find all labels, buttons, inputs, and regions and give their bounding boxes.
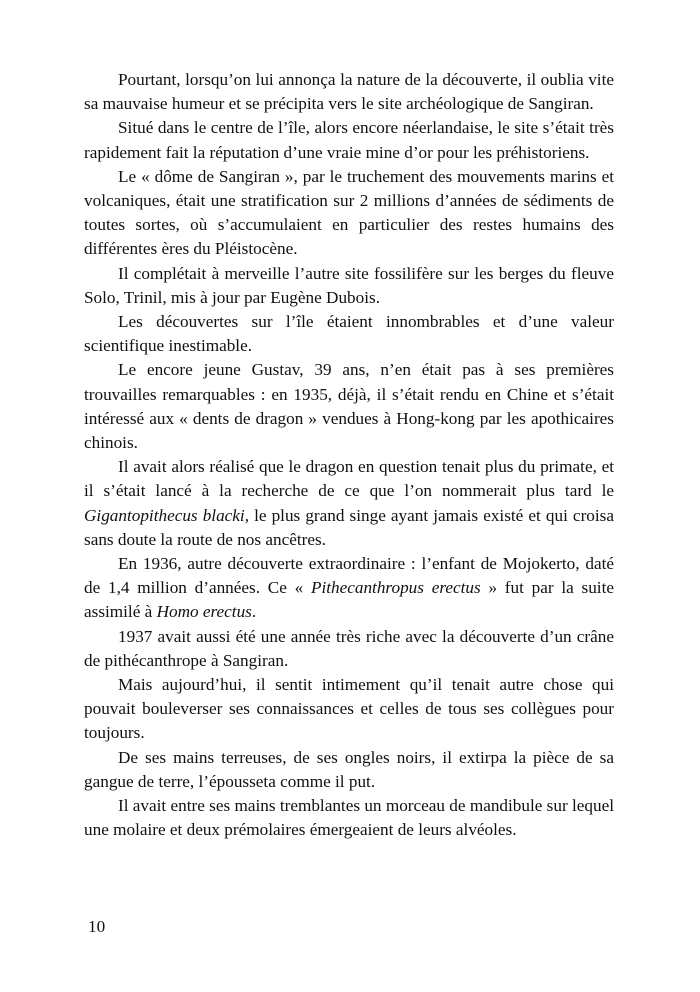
paragraph-3: Le « dôme de Sangiran », par le truchement des mouvements marins et volcaniques, était une stratification sur 2 millions d’années de sédiments de toutes sortes, où s’accumulaient en particulier des restes humains des différentes ères du Pléistocène. [84,166,614,259]
paragraph-12: Il avait entre ses mains tremblantes un morceau de mandibule sur lequel une molaire et deux prémolaires émergeaient de leurs alvéoles. [84,796,614,840]
paragraph-7 [84,455,614,552]
paragraph-7-text-b: , le plus grand singe ayant jamais existé et qui croisa sans doute la route de nos ancêtres. [84,505,614,549]
paragraph-1: Pourtant, lorsqu’on lui annonça la nature de la découverte, il oublia vite sa mauvaise humeur et se précipita vers le site archéologique de Sangiran. [84,70,614,114]
paragraph-8-italic-a: Pithecanthropus erectus [310,578,481,598]
paragraph-8-text-c: . [251,602,257,622]
paragraph-8-italic-b: Homo erectus [156,602,252,622]
paragraph-7-italic: Gigantopithecus blacki [84,505,245,525]
paragraph-9: 1937 avait aussi été une année très riche avec la découverte d’un crâne de pithécanthrope à Sangiran. [84,626,614,670]
paragraph-7-text-a: Il avait alors réalisé que le dragon en question tenait plus du primate, et il s’était lancé à la recherche de ce que l’on nommerait plus tard le [84,457,614,501]
page-body [84,68,614,843]
paragraph-6: Le encore jeune Gustav, 39 ans, n’en était pas à ses premières trouvailles remarquables : en 1935, déjà, il s’était rendu en Chine et s’était intéressé aux « dents de dragon » vendues à Hong-kong par les apothicaires chinois. [84,360,614,453]
paragraph-10: Mais aujourd’hui, il sentit intimement qu’il tenait autre chose qui pouvait bouleverser ses connaissances et celles de tous ses collègues pour toujours. [84,675,614,743]
paragraph-5: Les découvertes sur l’île étaient innombrables et d’une valeur scientifique inestimable. [84,312,614,356]
paragraph-11: De ses mains terreuses, de ses ongles noirs, il extirpa la pièce de sa gangue de terre, l’épousseta comme il put. [84,747,614,791]
paragraph-4: Il complétait à merveille l’autre site fossilifère sur les berges du fleuve Solo, Trinil, mis à jour par Eugène Dubois. [84,263,614,307]
paragraph-8 [84,552,614,625]
page-number: 10 [88,917,106,936]
paragraph-8-text-a: En 1936, autre découverte extraordinaire : l’enfant de Mojokerto, daté de 1,4 million d’années. Ce « [84,554,614,598]
paragraph-2: Situé dans le centre de l’île, alors encore néerlandaise, le site s’était très rapidement fait la réputation d’une vraie mine d’or pour les préhistoriens. [84,118,614,162]
paragraph-8-text-b: » fut par la suite assimilé à [84,578,614,622]
